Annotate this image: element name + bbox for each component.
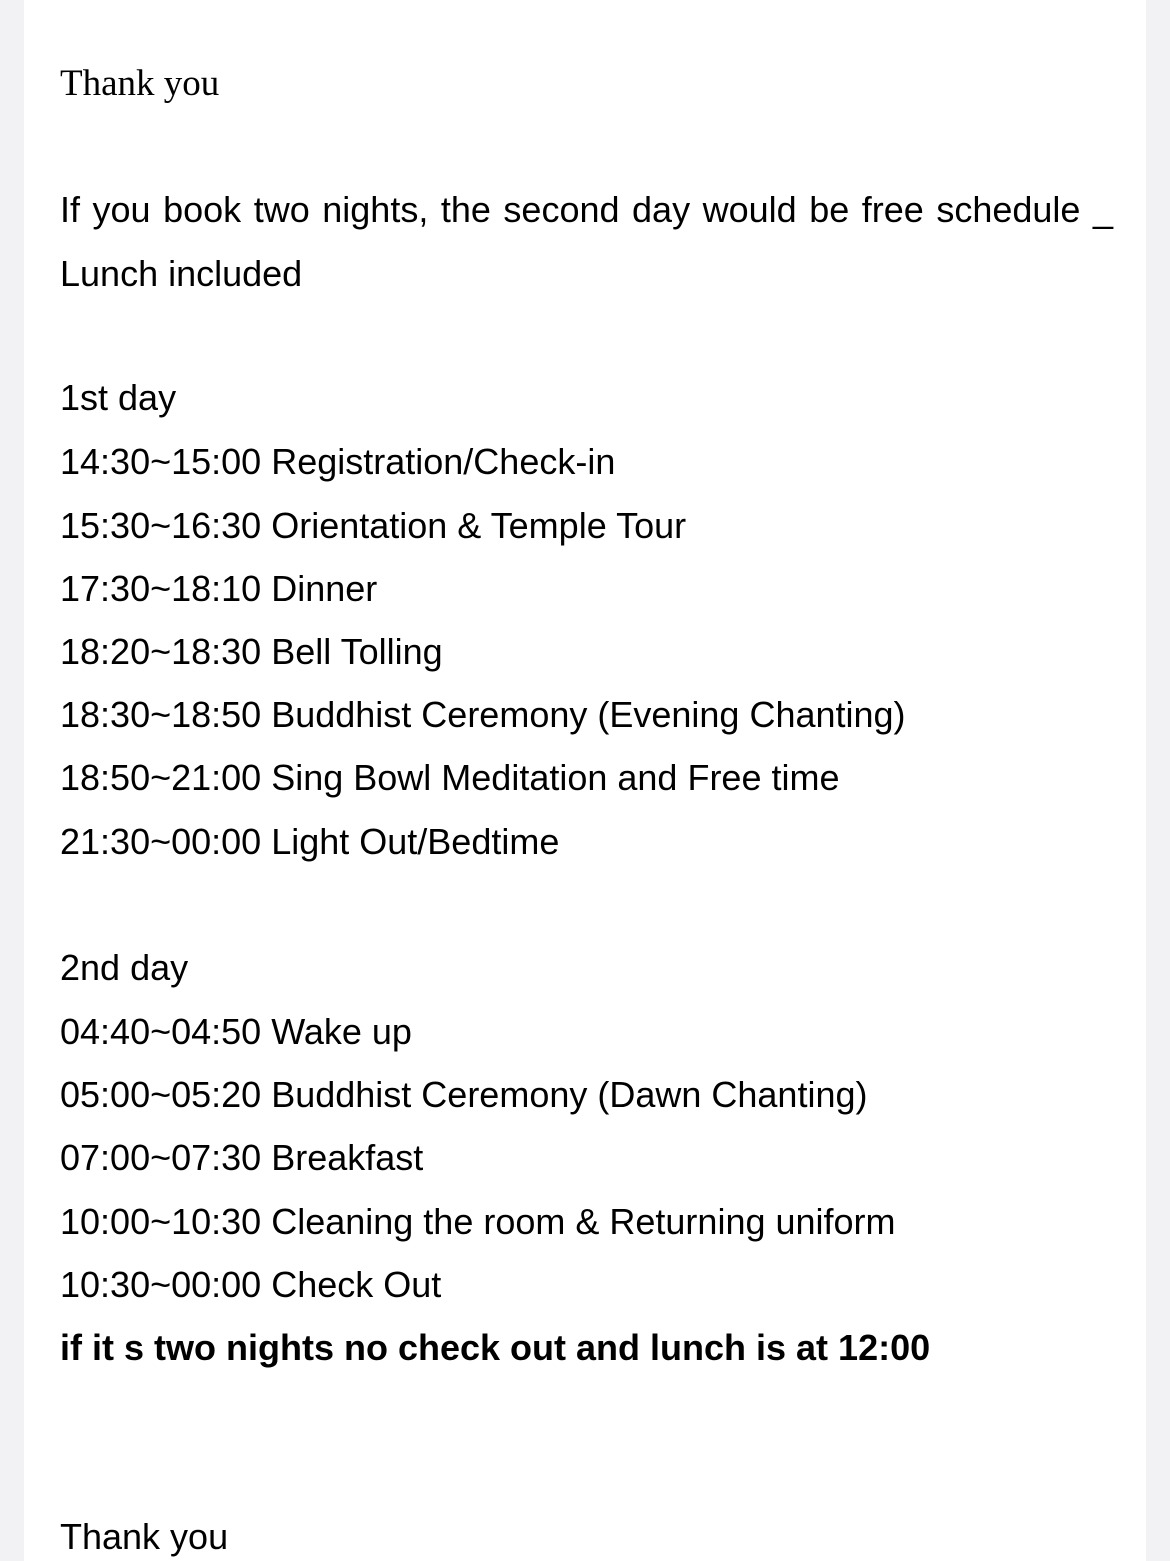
day2-item: 07:00~07:30 Breakfast <box>60 1137 424 1178</box>
bold-lunch-note: if it s two nights no check out and lunch is at 12:00 <box>60 1327 931 1368</box>
day2-item: 05:00~05:20 Buddhist Ceremony (Dawn Chanting) <box>60 1074 868 1115</box>
day2-item: 10:30~00:00 Check Out <box>60 1264 442 1305</box>
day2-heading: 2nd day <box>60 947 189 988</box>
two-nights-note: If you book two nights, the second day would be free schedule _ Lunch included <box>60 189 1113 294</box>
day1-item: 14:30~15:00 Registration/Check-in <box>60 441 616 482</box>
day1-item: 18:50~21:00 Sing Bowl Meditation and Free time <box>60 757 840 798</box>
day1-item: 18:30~18:50 Buddhist Ceremony (Evening Chanting) <box>60 694 906 735</box>
message-body <box>24 0 1146 1561</box>
greeting-top: Thank you <box>60 63 220 104</box>
day1-heading: 1st day <box>60 377 177 418</box>
day1-item: 15:30~16:30 Orientation & Temple Tour <box>60 505 687 546</box>
day1-item: 18:20~18:30 Bell Tolling <box>60 631 443 672</box>
day2-item: 04:40~04:50 Wake up <box>60 1011 412 1052</box>
day2-item: 10:00~10:30 Cleaning the room & Returning uniform <box>60 1201 896 1242</box>
day1-item: 17:30~18:10 Dinner <box>60 568 378 609</box>
greeting-bottom: Thank you <box>60 1516 229 1557</box>
day1-item: 21:30~00:00 Light Out/Bedtime <box>60 821 560 862</box>
